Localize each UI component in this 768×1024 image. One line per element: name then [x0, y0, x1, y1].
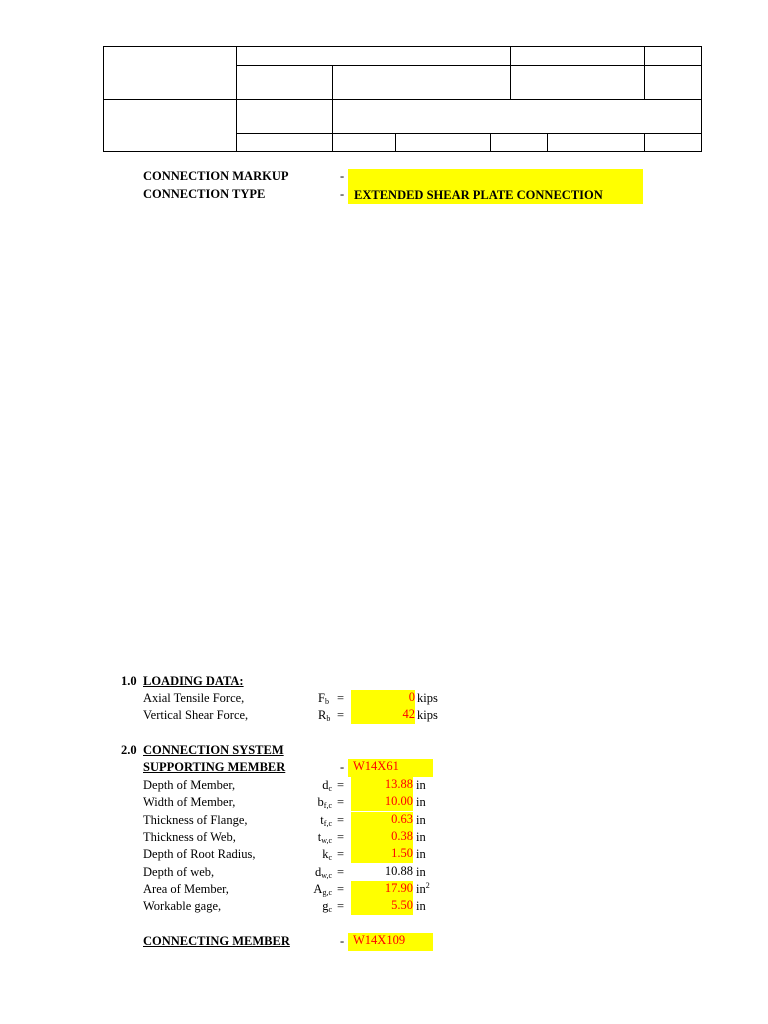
connection-markup-field[interactable]: [348, 169, 643, 187]
param-value-field[interactable]: 0: [351, 690, 415, 707]
supporting-member-dash: -: [340, 760, 345, 774]
param-label: Axial Tensile Force,: [143, 691, 245, 705]
title-block-bottom-border: [103, 151, 701, 152]
param-unit: in: [416, 795, 426, 809]
param-label: Width of Member,: [143, 795, 236, 809]
param-symbol: $A_{g,c}$: [313, 882, 332, 897]
section-number-loading: 1.0: [121, 674, 137, 688]
connecting-member-dash: -: [340, 934, 345, 948]
supporting-member-value: W14X61: [353, 759, 399, 773]
param-label: Vertical Shear Force,: [143, 708, 249, 722]
param-symbol: $b_{f,c}$: [317, 795, 332, 810]
connection-type-label: CONNECTION TYPE: [143, 187, 266, 201]
title-block-divider: [644, 46, 645, 100]
title-block-divider: [332, 99, 333, 152]
supporting-member-label: SUPPORTING MEMBER: [143, 760, 286, 774]
connecting-member-field[interactable]: [348, 933, 433, 951]
param-value-field[interactable]: 1.50: [351, 846, 413, 863]
param-symbol: $t_{w,c}$: [317, 830, 332, 845]
supporting-member-field[interactable]: [348, 759, 433, 777]
param-equals: =: [337, 865, 345, 879]
param-value-field[interactable]: 42: [351, 707, 415, 724]
param-label: Thickness of Web,: [143, 830, 236, 844]
param-symbol: $d_c$: [322, 778, 332, 793]
param-label: Workable gage,: [143, 899, 222, 913]
param-equals: =: [337, 813, 345, 827]
param-unit: in: [416, 778, 426, 792]
param-label: Depth of Root Radius,: [143, 847, 256, 861]
param-symbol: $k_c$: [322, 847, 332, 862]
section-title-loading: LOADING DATA:: [143, 674, 244, 688]
param-label: Depth of web,: [143, 865, 215, 879]
param-unit: in: [416, 813, 426, 827]
title-block-divider: [395, 133, 396, 152]
param-value-field[interactable]: 17.90: [351, 881, 413, 898]
param-value-field[interactable]: 0.38: [351, 829, 413, 846]
param-equals: =: [337, 795, 345, 809]
param-label: Area of Member,: [143, 882, 229, 896]
param-unit: in: [416, 830, 426, 844]
connection-type-value: EXTENDED SHEAR PLATE CONNECTION: [354, 188, 603, 202]
param-unit: $in^2$: [416, 881, 430, 896]
param-equals: =: [337, 708, 345, 722]
param-value-field[interactable]: 13.88: [351, 777, 413, 794]
param-value-field: 10.88: [384, 864, 413, 878]
title-block-row-line: [236, 65, 701, 66]
connection-type-dash: -: [340, 187, 345, 201]
param-value-field[interactable]: 5.50: [351, 898, 413, 915]
param-equals: =: [337, 830, 345, 844]
param-unit: in: [416, 847, 426, 861]
connection-markup-value: [348, 169, 354, 183]
title-block-divider: [547, 133, 548, 152]
param-symbol: $t_{f,c}$: [320, 813, 332, 828]
section-number-system: 2.0: [121, 743, 137, 757]
param-symbol: $R_b$: [318, 708, 331, 723]
param-equals: =: [337, 691, 345, 705]
title-block-divider: [332, 65, 333, 99]
param-equals: =: [337, 778, 345, 792]
param-label: Thickness of Flange,: [143, 813, 248, 827]
connecting-member-value: W14X109: [353, 933, 406, 947]
title-block-top-border: [103, 46, 701, 47]
param-symbol: $F_b$: [318, 691, 329, 706]
param-unit: kips: [417, 708, 438, 722]
title-block-divider: [236, 46, 237, 152]
param-equals: =: [337, 847, 345, 861]
section-title-system: CONNECTION SYSTEM: [143, 743, 284, 757]
param-unit: kips: [417, 691, 438, 705]
connection-markup-label: CONNECTION MARKUP: [143, 169, 289, 183]
title-block-left-border: [103, 46, 104, 152]
param-unit: in: [416, 865, 426, 879]
title-block-mid-line: [103, 99, 701, 100]
title-block-divider: [490, 133, 491, 152]
param-unit: in: [416, 899, 426, 913]
param-equals: =: [337, 882, 345, 896]
title-block-divider: [644, 133, 645, 152]
param-label: Depth of Member,: [143, 778, 236, 792]
param-value-field[interactable]: 10.00: [351, 794, 413, 811]
connecting-member-label: CONNECTING MEMBER: [143, 934, 290, 948]
param-symbol: $d_{w,c}$: [314, 865, 332, 880]
connection-markup-dash: -: [340, 169, 345, 183]
title-block-row-line: [236, 133, 701, 134]
connection-type-field[interactable]: [348, 187, 643, 204]
param-value-field[interactable]: 0.63: [351, 812, 413, 829]
title-block-divider: [510, 46, 511, 100]
title-block-right-border: [701, 46, 702, 152]
param-equals: =: [337, 899, 345, 913]
param-symbol: $g_c$: [322, 899, 332, 914]
